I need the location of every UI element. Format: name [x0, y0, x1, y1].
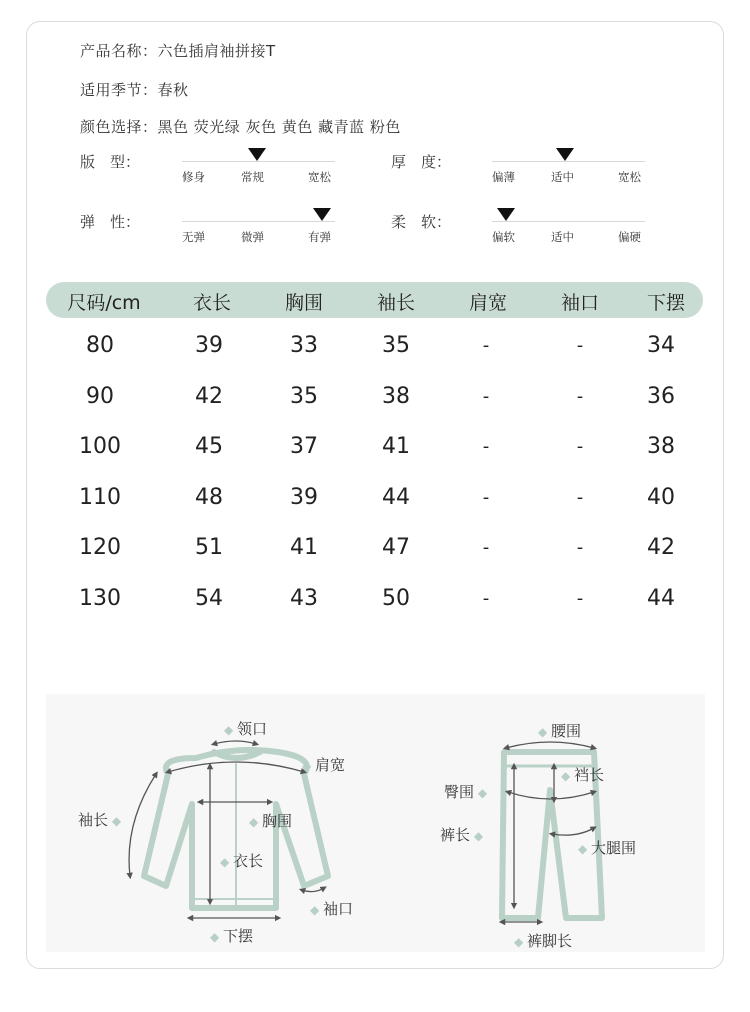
table-cell: 35 — [290, 384, 318, 409]
table-cell: - — [576, 335, 584, 356]
size-table-header — [46, 282, 703, 318]
label-cuff: ◆ 袖口 — [310, 900, 354, 918]
table-cell: - — [482, 588, 490, 609]
scale-line — [182, 161, 335, 162]
attr-softness-scale — [492, 213, 645, 243]
table-cell: 130 — [79, 586, 121, 611]
scale-tick: 适中 — [551, 170, 574, 184]
table-cell: 37 — [290, 434, 318, 459]
table-cell: 42 — [195, 384, 223, 409]
label-leg-opening: ◆ 裤脚长 — [514, 932, 573, 950]
attr-elasticity-scale — [182, 213, 335, 243]
scale-tick: 微弹 — [241, 230, 264, 244]
scale-marker-icon — [497, 208, 515, 221]
attr-softness-label: 柔 软： — [391, 213, 452, 231]
header-chest: 胸围 — [284, 292, 324, 314]
label-shoulder: ◆ 肩宽 — [302, 756, 346, 774]
scale-tick: 宽松 — [618, 170, 641, 184]
table-cell: 38 — [647, 434, 675, 459]
table-cell: - — [482, 386, 490, 407]
table-cell: 40 — [647, 485, 675, 510]
label-sleeve: 袖长 ◆ — [78, 811, 122, 829]
table-cell: - — [576, 487, 584, 508]
product-name: 产品名称：六色插肩袖拼接T — [80, 42, 276, 60]
attr-elasticity-label: 弹 性： — [80, 213, 141, 231]
label-waist: ◆ 腰围 — [538, 722, 582, 740]
table-cell: - — [482, 335, 490, 356]
product-colors: 颜色选择：黑色 荧光绿 灰色 黄色 藏青蓝 粉色 — [80, 118, 401, 136]
table-cell: 43 — [290, 586, 318, 611]
table-cell: 41 — [382, 434, 410, 459]
table-cell: 120 — [79, 535, 121, 560]
table-cell: 35 — [382, 333, 410, 358]
header-shoulder: 肩宽 — [468, 292, 508, 314]
table-cell: 80 — [86, 333, 114, 358]
label-chest: ◆ 胸围 — [249, 812, 293, 830]
scale-marker-icon — [313, 208, 331, 221]
table-cell: 42 — [647, 535, 675, 560]
table-cell: 54 — [195, 586, 223, 611]
scale-tick: 常规 — [241, 170, 264, 184]
scale-tick: 适中 — [551, 230, 574, 244]
table-cell: 34 — [647, 333, 675, 358]
scale-line — [182, 221, 335, 222]
shirt-outline-icon — [144, 750, 328, 908]
table-cell: 39 — [290, 485, 318, 510]
scale-tick: 宽松 — [308, 170, 331, 184]
table-cell: 110 — [79, 485, 121, 510]
scale-line — [492, 221, 645, 222]
attr-fit-label: 版 型： — [80, 153, 141, 171]
table-cell: 45 — [195, 434, 223, 459]
table-cell: 41 — [290, 535, 318, 560]
scale-tick: 偏薄 — [492, 170, 515, 184]
table-cell: 33 — [290, 333, 318, 358]
table-cell: 36 — [647, 384, 675, 409]
scale-marker-icon — [556, 148, 574, 161]
scale-tick: 偏软 — [492, 230, 515, 244]
scale-tick: 偏硬 — [618, 230, 641, 244]
label-hip: 臀围 ◆ — [444, 783, 488, 801]
attr-thickness-scale — [492, 153, 645, 183]
label-pants-length: 裤长 ◆ — [440, 826, 484, 844]
label-collar: ◆ 领口 — [224, 720, 268, 738]
table-cell: - — [576, 588, 584, 609]
table-cell: 48 — [195, 485, 223, 510]
table-cell: 47 — [382, 535, 410, 560]
label-thigh: ◆ 大腿围 — [578, 839, 637, 857]
table-cell: - — [576, 537, 584, 558]
table-cell: - — [482, 537, 490, 558]
table-cell: - — [482, 436, 490, 457]
label-length: ◆ 衣长 — [220, 852, 264, 870]
table-cell: 39 — [195, 333, 223, 358]
table-cell: 51 — [195, 535, 223, 560]
scale-tick: 修身 — [182, 170, 205, 184]
measurement-diagram — [46, 694, 705, 952]
table-cell: 50 — [382, 586, 410, 611]
header-hem: 下摆 — [646, 292, 686, 314]
table-cell: - — [576, 386, 584, 407]
attr-thickness-label: 厚 度： — [391, 153, 452, 171]
table-cell: 38 — [382, 384, 410, 409]
attr-fit-scale — [182, 153, 335, 183]
header-sleeve: 袖长 — [376, 292, 416, 314]
header-size: 尺码/cm — [67, 292, 141, 314]
label-rise: ◆ 裆长 — [561, 766, 605, 784]
table-cell: 44 — [382, 485, 410, 510]
table-cell: 90 — [86, 384, 114, 409]
table-cell: - — [482, 487, 490, 508]
scale-marker-icon — [248, 148, 266, 161]
table-cell: 100 — [79, 434, 121, 459]
label-hem: ◆ 下摆 — [210, 927, 254, 945]
scale-tick: 无弹 — [182, 230, 205, 244]
scale-tick: 有弹 — [308, 230, 331, 244]
table-cell: - — [576, 436, 584, 457]
table-cell: 44 — [647, 586, 675, 611]
header-length: 衣长 — [192, 292, 232, 314]
product-season: 适用季节：春秋 — [80, 81, 189, 99]
garment-illustration — [46, 694, 705, 952]
scale-line — [492, 161, 645, 162]
header-cuff: 袖口 — [560, 292, 600, 314]
